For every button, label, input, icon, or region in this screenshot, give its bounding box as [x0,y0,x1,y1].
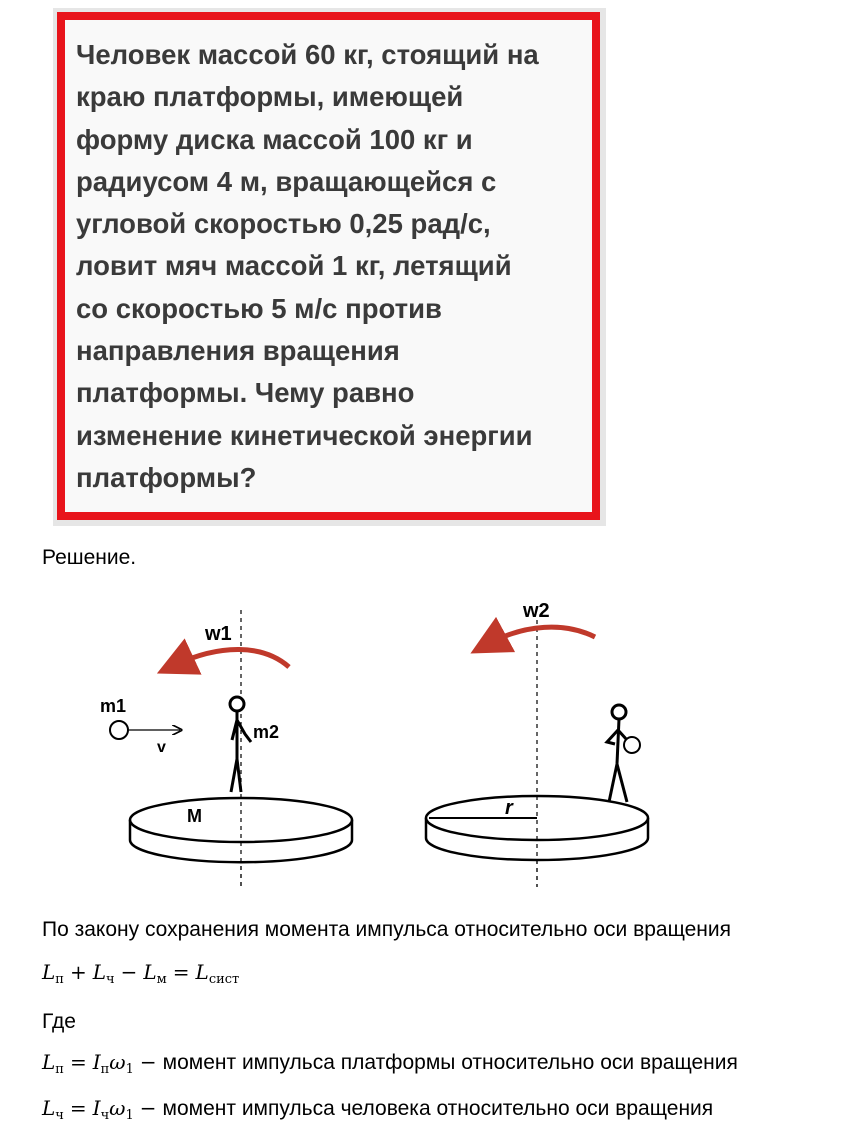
problem-line: форму диска массой 100 кг и [76,123,473,155]
left-scene [100,610,352,887]
omega2-arrow [488,627,595,644]
problem-line: изменение кинетической энергии [76,419,533,451]
problem-line: угловой скоростью 0,25 рад/с, [76,208,491,240]
conservation-equation: $L_п + L_ч - L_м = L_{сист}$ [42,960,240,987]
where-label: Где [42,1010,76,1033]
problem-line: краю платформы, имеющей [76,81,464,113]
problem-line: платформы. Чему равно [76,377,415,409]
platform-mass-label: M [187,806,202,826]
problem-line: со скоростью 5 м/с против [76,292,442,324]
problem-line: направления вращения [76,335,400,367]
problem-line: радиусом 4 м, вращающейся с [76,165,497,197]
ball-mass-label: m1 [100,696,127,716]
omega2-label: w2 [523,600,550,622]
ball-icon [110,721,128,739]
definition-platform: $L_п = I_п\omega_1$ − момент импульса платформы относительно оси вращения [42,1050,738,1077]
omega1-label: w1 [205,623,232,645]
person-icon [230,697,251,792]
person-mass-label: m2 [253,722,280,742]
definition-platform-text: момент импульса платформы относительно оси вращения [162,1051,738,1074]
person-with-ball-icon [607,705,640,802]
definition-person-text: момент импульса человека относительно оси вращения [162,1097,714,1120]
radius-label: r [505,797,513,819]
problem-line: платформы? [76,461,257,493]
solution-heading: Решение. [42,546,137,569]
omega1-arrow [175,649,289,667]
physics-figure [95,592,675,892]
problem-line: ловит мяч массой 1 кг, летящий [76,250,512,282]
problem-card [53,8,606,526]
velocity-label: v [157,739,166,756]
problem-line: Человек массой 60 кг, стоящий на [76,39,539,70]
right-scene [426,600,648,887]
conservation-text: По закону сохранения момента импульса относительно оси вращения [42,918,732,941]
problem-border [57,12,600,520]
definition-person: $L_ч = I_ч\omega_1$ − момент импульса человека относительно оси вращения [42,1096,714,1123]
